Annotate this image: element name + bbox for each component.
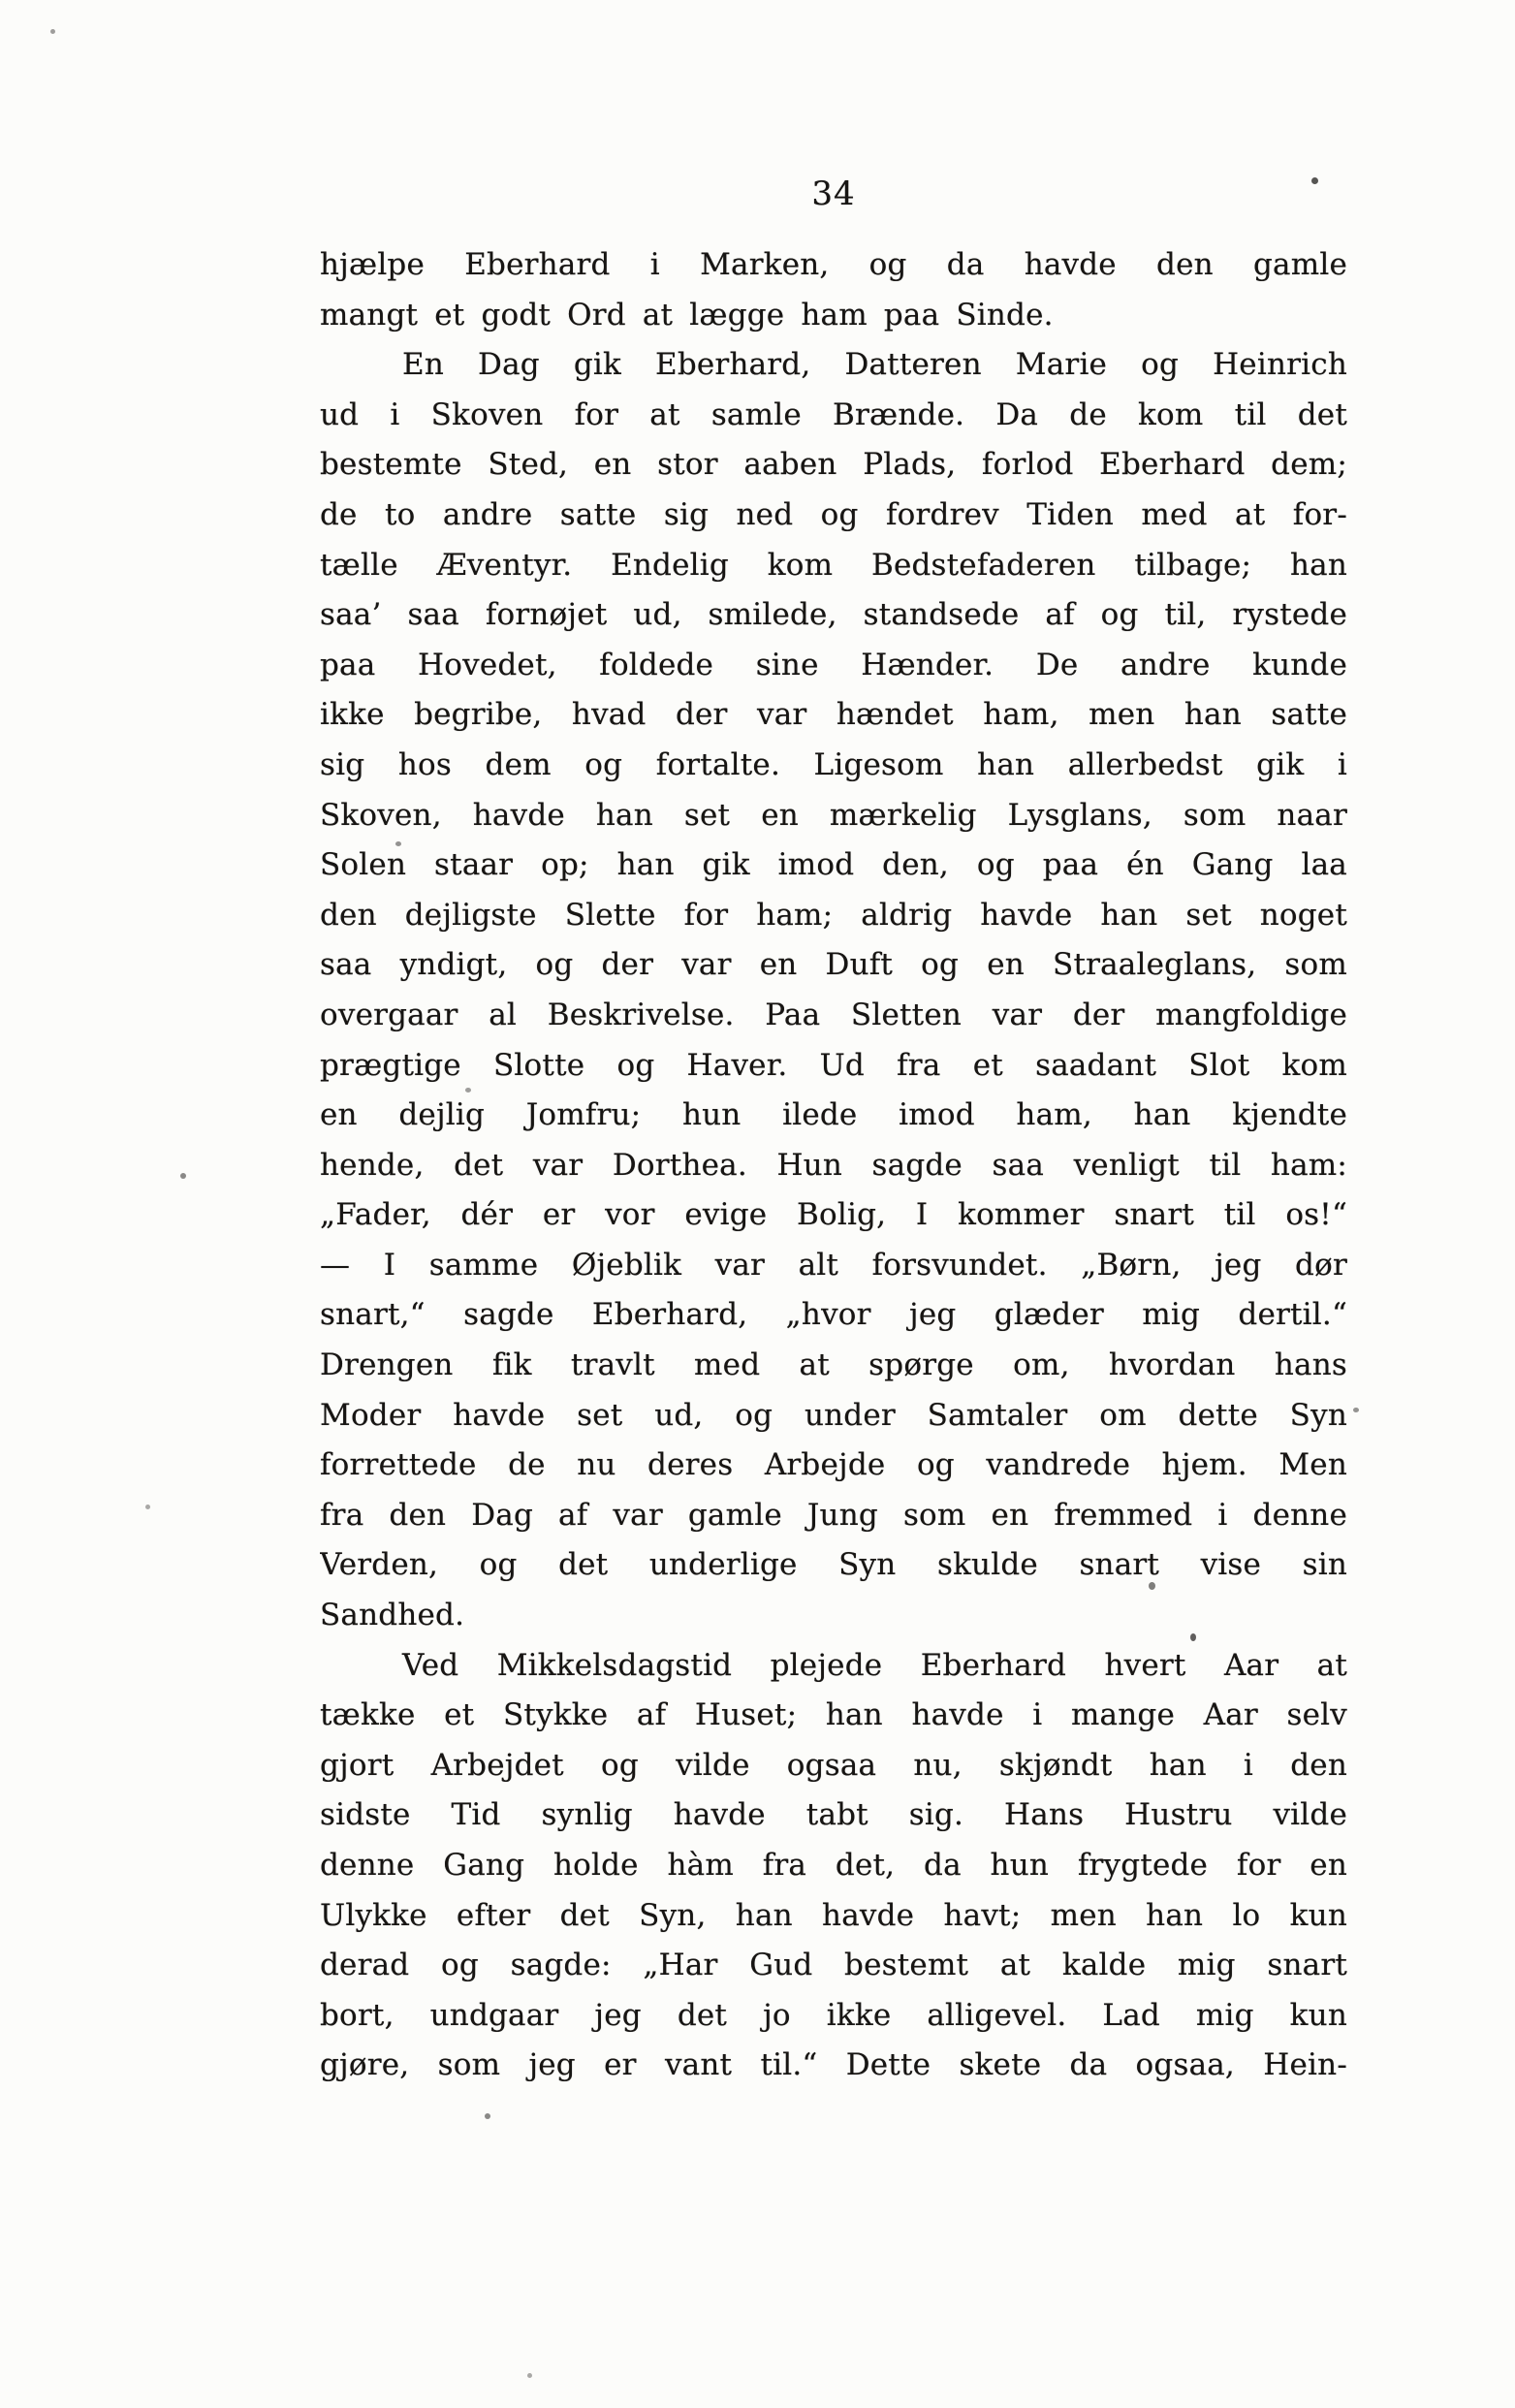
text-line: ud i Skoven for at samle Brænde. Da de kom til det (320, 396, 1347, 432)
ink-speck (145, 1505, 150, 1509)
text-line: Skoven, havde han set en mærkelig Lysglans, som naar (320, 797, 1347, 833)
page-number: 34 (811, 174, 856, 213)
text-line: bort, undgaar jeg det jo ikke alligevel. Lad mig kun (320, 1997, 1347, 2033)
text-line: fra den Dag af var gamle Jung som en fremmed i denne (320, 1497, 1347, 1533)
text-line: — I samme Øjeblik var alt forsvundet. „Børn, jeg dør (320, 1247, 1347, 1283)
ink-speck (180, 1173, 186, 1179)
ink-speck (50, 29, 55, 34)
text-line: Ulykke efter det Syn, han havde havt; men han lo kun (320, 1897, 1347, 1933)
text-line: hende, det var Dorthea. Hun sagde saa venligt til ham: (320, 1147, 1347, 1183)
text-line: paa Hovedet, foldede sine Hænder. De andre kunde (320, 647, 1347, 682)
paragraph (320, 340, 1347, 1640)
text-line: overgaar al Beskrivelse. Paa Sletten var der mangfoldige (320, 997, 1347, 1032)
text-line: En Dag gik Eberhard, Datteren Marie og Heinrich (402, 347, 1347, 383)
ink-speck (1311, 177, 1318, 184)
text-line: snart,“ sagde Eberhard, „hvor jeg glæder mig dertil.“ (320, 1297, 1347, 1333)
text-line: gjøre, som jeg er vant til.“ Dette skete da ogsaa, Hein- (320, 2047, 1347, 2083)
text-line: sidste Tid synlig havde tabt sig. Hans Hustru vilde (320, 1797, 1347, 1833)
text-line: sig hos dem og fortalte. Ligesom han allerbedst gik i (320, 746, 1347, 782)
text-line: de to andre satte sig ned og fordrev Tiden med at for- (320, 496, 1347, 532)
text-line: prægtige Slotte og Haver. Ud fra et saadant Slot kom (320, 1047, 1347, 1083)
paragraph-continued (320, 240, 1347, 340)
text-line: tælle Æventyr. Endelig kom Bedstefaderen tilbage; han (320, 547, 1347, 583)
ink-speck (485, 2113, 490, 2119)
page-text (320, 240, 1347, 2091)
text-line: tække et Stykke af Huset; han havde i mange Aar selv (320, 1697, 1347, 1733)
text-line: Verden, og det underlige Syn skulde snart vise sin (320, 1547, 1347, 1583)
text-line: Moder havde set ud, og under Samtaler om dette Syn (320, 1397, 1347, 1433)
text-line: bestemte Sted, en stor aaben Plads, forlod Eberhard dem; (320, 447, 1347, 483)
text-line: forrettede de nu deres Arbejde og vandrede hjem. Men (320, 1447, 1347, 1483)
text-line: Ved Mikkelsdagstid plejede Eberhard hvert Aar at (402, 1647, 1347, 1683)
text-line: Drengen fik travlt med at spørge om, hvordan hans (320, 1347, 1347, 1383)
text-line: „Fader, dér er vor evige Bolig, I kommer snart til os!“ (320, 1197, 1347, 1233)
text-line: Sandhed. (320, 1598, 465, 1633)
text-line: derad og sagde: „Har Gud bestemt at kalde mig snart (320, 1948, 1347, 1983)
ink-speck (527, 2373, 532, 2378)
text-line: denne Gang holde hàm fra det, da hun frygtede for en (320, 1848, 1347, 1883)
ink-speck (1353, 1408, 1359, 1412)
text-line: gjort Arbejdet og vilde ogsaa nu, skjøndt han i den (320, 1747, 1347, 1783)
text-line: saa yndigt, og der var en Duft og en Straaleglans, som (320, 947, 1347, 983)
text-line: Solen staar op; han gik imod den, og paa én Gang laa (320, 847, 1347, 883)
text-line: en dejlig Jomfru; hun ilede imod ham, han kjendte (320, 1097, 1347, 1133)
text-line: mangt et godt Ord at lægge ham paa Sinde. (320, 297, 1054, 333)
text-line: saa’ saa fornøjet ud, smilede, standsede af og til, rystede (320, 597, 1347, 633)
text-line: ikke begribe, hvad der var hændet ham, men han satte (320, 697, 1347, 733)
paragraph (320, 1641, 1347, 2091)
text-line: den dejligste Slette for ham; aldrig havde han set noget (320, 897, 1347, 933)
text-line: hjælpe Eberhard i Marken, og da havde den gamle (320, 247, 1347, 282)
